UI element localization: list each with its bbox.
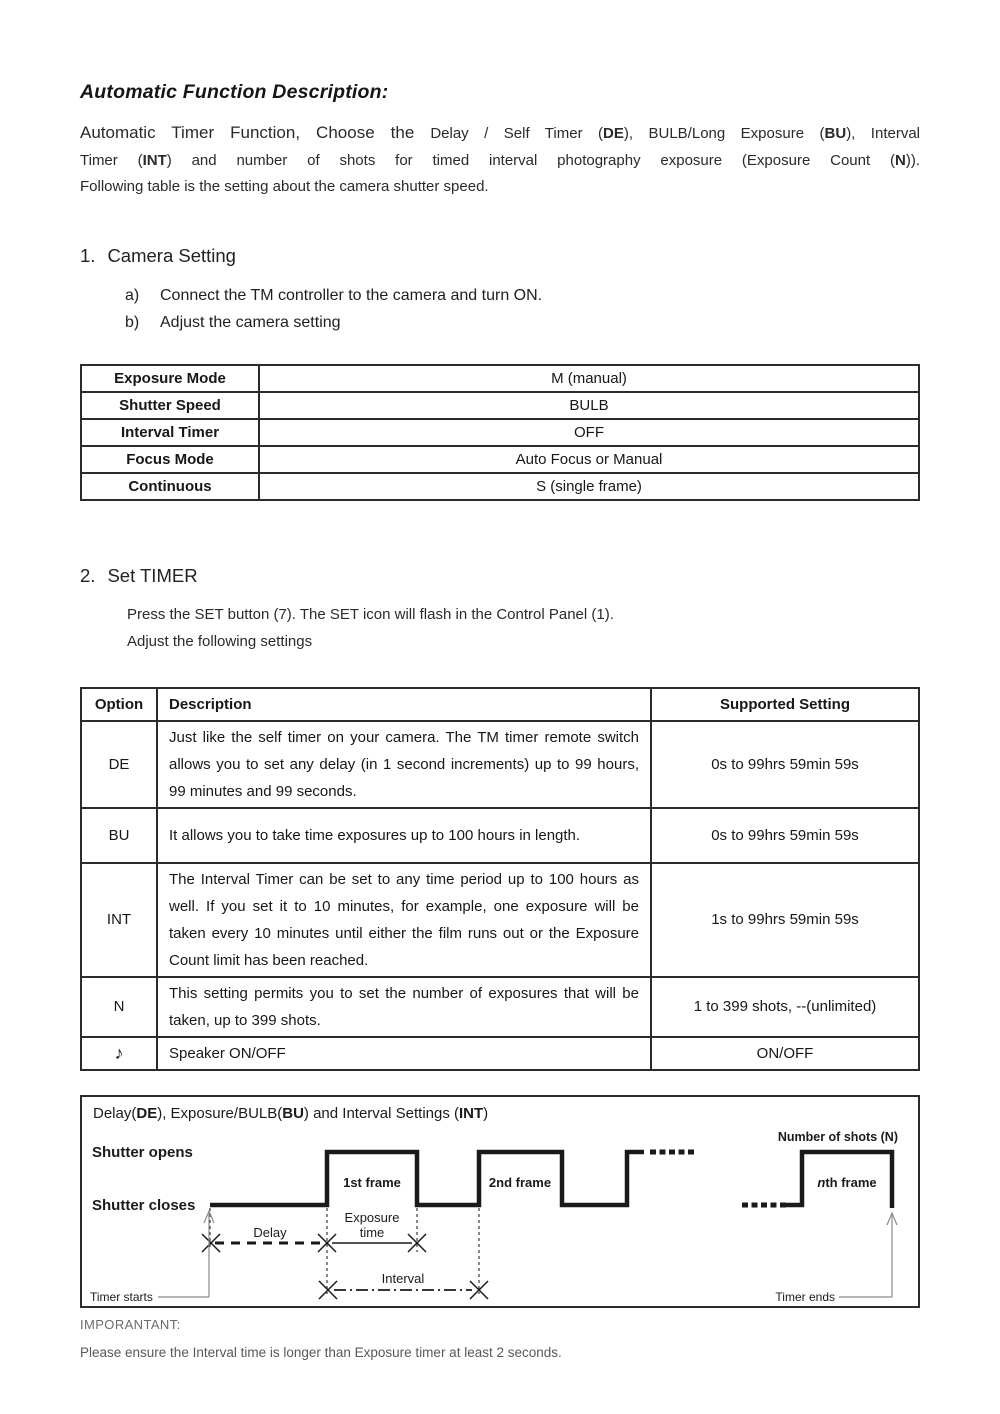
list-item: a) Connect the TM controller to the camera and turn ON. [125, 286, 543, 304]
setting-cell: ON/OFF [651, 1037, 919, 1070]
number-of-shots-label: Number of shots (N) [777, 1129, 898, 1144]
waveform-bottom-ellipsis-dots [742, 1202, 786, 1207]
description-cell: Just like the self timer on your camera. The TM timer remote switch allows you to set any delay (in 1 second increments) up to 99 hours, 99 minutes and 99 seconds. [157, 721, 651, 808]
shutter-closes-label: Shutter closes [92, 1196, 196, 1214]
table-row [81, 977, 919, 1037]
table-header-row [81, 688, 919, 721]
column-header-description: Description [157, 688, 651, 721]
intro-paragraph [80, 120, 920, 201]
music-note-icon: ♪ [81, 1037, 157, 1070]
delay-label: Delay [253, 1224, 287, 1240]
page-content [80, 0, 920, 1360]
intro-line-2: Timer (INT) and number of shots for timed interval photography exposure (Exposure Count (N)). [80, 151, 920, 169]
camera-settings-table [80, 364, 920, 501]
important-note-text: Please ensure the Interval time is longer than Exposure timer at least 2 seconds. [80, 1344, 562, 1360]
table-row [81, 1037, 919, 1070]
section-heading-set-timer: 2. Set TIMER [80, 564, 198, 586]
exposure-time-label-line1: Exposure [344, 1209, 400, 1225]
setting-label: Shutter Speed [81, 392, 259, 419]
setting-label: Interval Timer [81, 419, 259, 446]
column-header-option: Option [81, 688, 157, 721]
list-item: b) Adjust the camera setting [125, 313, 341, 331]
setting-cell: 0s to 99hrs 59min 59s [651, 808, 919, 863]
table-row [81, 365, 919, 392]
setting-cell: 0s to 99hrs 59min 59s [651, 721, 919, 808]
setting-label: Focus Mode [81, 446, 259, 473]
timer-ends-connector [839, 1213, 897, 1297]
setting-value: OFF [259, 419, 919, 446]
diagram-title: Delay(DE), Exposure/BULB(BU) and Interval Settings (INT) [93, 1104, 489, 1122]
intro-line-3: Following table is the setting about the camera shutter speed. [80, 178, 489, 195]
timer-options-table [80, 687, 920, 1071]
setting-value: BULB [259, 392, 919, 419]
setting-cell: 1s to 99hrs 59min 59s [651, 863, 919, 977]
option-cell: BU [81, 808, 157, 863]
instruction-line: Press the SET button (7). The SET icon will flash in the Control Panel (1). [127, 605, 614, 623]
interval-label: Interval [381, 1270, 425, 1286]
camera-setting-steps [125, 282, 920, 336]
column-header-supported-setting: Supported Setting [651, 688, 919, 721]
timing-diagram [80, 1095, 920, 1308]
setting-value: S (single frame) [259, 473, 919, 500]
option-cell: INT [81, 863, 157, 977]
first-frame-label: 1st frame [343, 1174, 401, 1190]
description-cell: It allows you to take time exposures up to 100 hours in length. [157, 808, 651, 863]
setting-value: M (manual) [259, 365, 919, 392]
intro-line-1: Automatic Timer Function, Choose the Delay / Self Timer (DE), BULB/Long Exposure (BU), Interval [80, 123, 920, 142]
shutter-opens-label: Shutter opens [92, 1143, 193, 1161]
table-row [81, 473, 919, 500]
second-frame-label: 2nd frame [488, 1174, 552, 1190]
waveform-line [210, 1152, 644, 1205]
table-row [81, 392, 919, 419]
timer-ends-label: Timer ends [775, 1289, 835, 1304]
setting-label: Continuous [81, 473, 259, 500]
table-row [81, 863, 919, 977]
timer-starts-label: Timer starts [90, 1289, 153, 1304]
option-cell: N [81, 977, 157, 1037]
setting-value: Auto Focus or Manual [259, 446, 919, 473]
setting-cell: 1 to 399 shots, --(unlimited) [651, 977, 919, 1037]
option-cell: DE [81, 721, 157, 808]
waveform-top-ellipsis-dots [650, 1149, 694, 1154]
section-heading-camera-setting: 1. Camera Setting [80, 244, 236, 266]
important-note-heading: IMPORANTANT: [80, 1316, 181, 1332]
table-row [81, 721, 919, 808]
description-cell: This setting permits you to set the number of exposures that will be taken, up to 399 shots. [157, 977, 651, 1037]
table-row [81, 808, 919, 863]
instruction-line: Adjust the following settings [127, 632, 313, 650]
timer-starts-connector [158, 1211, 214, 1297]
shutter-waveform-diagram [82, 1097, 918, 1306]
set-timer-instructions [127, 601, 920, 655]
nth-frame-label: nth frame [817, 1174, 877, 1190]
table-row [81, 446, 919, 473]
setting-label: Exposure Mode [81, 365, 259, 392]
description-cell: Speaker ON/OFF [157, 1037, 651, 1070]
table-row [81, 419, 919, 446]
description-cell: The Interval Timer can be set to any time period up to 100 hours as well. If you set it to 10 minutes, for example, one exposure will be taken every 10 minutes until either the film runs out or the Exposure Count limit has been reached. [157, 863, 651, 977]
page-title: Automatic Function Description: [80, 81, 389, 103]
exposure-time-label-line2: time [359, 1224, 385, 1240]
